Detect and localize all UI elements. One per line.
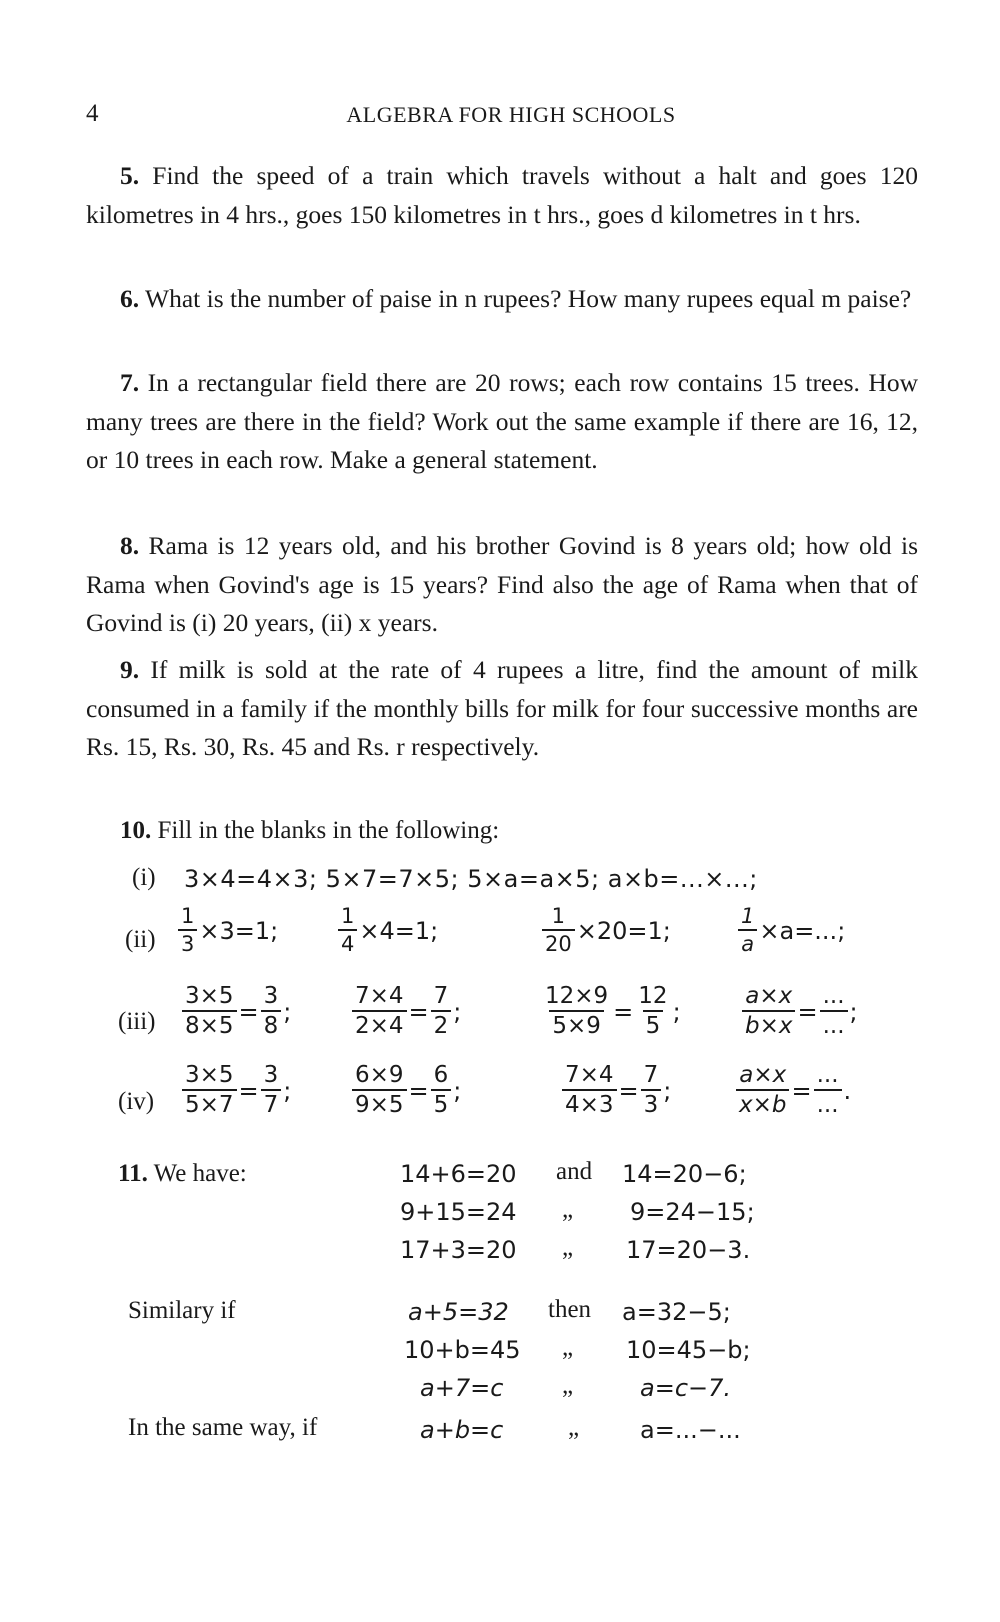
exercise-number: 5.: [120, 161, 140, 190]
denominator: 9×5: [352, 1089, 407, 1117]
we-have-line-1-right: 14=20−6;: [622, 1160, 747, 1188]
we-have-line-1-left: 14+6=20: [400, 1160, 517, 1188]
exercise-text: Find the speed of a train which travels without a halt and goes 120 kilometres in 4 hrs., goes 150 kilometres in t hrs., goes d kilometres in t hrs.: [86, 161, 918, 229]
numerator: 1: [341, 904, 355, 928]
row-ii-label: (ii): [125, 926, 156, 953]
fraction: [182, 1064, 237, 1117]
denominator: 8×5: [182, 1010, 237, 1038]
expression: ×20=1;: [576, 916, 671, 945]
denominator: 4: [338, 929, 357, 955]
row-iii-item: $\frac{12\times 9}{5\times 9}$ = $\frac{12}{5}$ ;: [540, 985, 681, 1038]
punctuation: ;: [453, 1076, 462, 1105]
row-ii-item: [736, 906, 845, 955]
numerator: 7: [643, 1062, 659, 1088]
punctuation: ;: [283, 997, 292, 1026]
similar-line-2-right: 10=45−b;: [626, 1336, 751, 1364]
numerator: 3×5: [185, 983, 234, 1009]
denominator: b×x: [742, 1010, 795, 1038]
exercise-text: Rama is 12 years old, and his brother Govind is 8 years old; how old is Rama when Govind's age is 15 years? Find also the age of Rama when that of Govind is (i) 20 years, (ii) x years.: [86, 531, 918, 637]
we-have-line-2-conj: „: [562, 1196, 574, 1223]
row-iii-item: $\frac{3\times 5}{8\times 5}$ = $\frac{3}{8}$ ;: [180, 985, 291, 1038]
exercise-8: [86, 527, 918, 643]
row-iv-item: $\frac{7\times 4}{4\times 3}$ = $\frac{7}{3}$ ;: [560, 1064, 671, 1117]
similar-line-1-conj: then: [548, 1296, 592, 1323]
punctuation: ;: [453, 997, 462, 1026]
similar-line-3-left: a+7=c: [420, 1374, 504, 1402]
denominator: 5×9: [549, 1010, 604, 1038]
we-have-line-1-conj: and: [556, 1158, 593, 1185]
row-i-label: (i): [132, 864, 156, 891]
punctuation: ;: [849, 997, 858, 1026]
numerator: 6: [433, 1062, 449, 1088]
exercise-number: 9.: [120, 655, 140, 684]
row-ii-item: [176, 906, 278, 955]
denominator: 5: [643, 1010, 664, 1038]
numerator: 3: [263, 1062, 279, 1088]
page-number: 4: [86, 100, 99, 127]
row-iv-item: $\frac{3\times 5}{5\times 7}$ = $\frac{3}{7}$ ;: [180, 1064, 291, 1117]
exercise-7: [86, 364, 918, 480]
row-iv-item: $\frac{6\times 9}{9\times 5}$ = $\frac{6}{5}$ ;: [350, 1064, 461, 1117]
punctuation: ;: [672, 997, 681, 1026]
numerator: 12×9: [545, 983, 609, 1009]
similar-line-2-conj: „: [562, 1334, 574, 1361]
denominator: 8: [261, 1010, 282, 1038]
denominator: 5: [431, 1089, 452, 1117]
denominator: a: [738, 929, 757, 955]
exercise-5: [86, 157, 918, 234]
fraction: [431, 985, 452, 1038]
fraction: [338, 906, 357, 955]
fraction: [431, 1064, 452, 1117]
we-have-line-3-conj: „: [562, 1234, 574, 1261]
page-header: [86, 100, 916, 136]
numerator: a×x: [745, 983, 793, 1009]
fraction: [742, 985, 795, 1038]
similar-line-1-right: a=32−5;: [622, 1298, 731, 1326]
row-iv-label: (iv): [118, 1088, 155, 1115]
punctuation: ;: [663, 1076, 672, 1105]
row-iii-item: $\frac{a\times x}{b\times x}$ = $\frac{...}{...}$ ;: [740, 985, 858, 1038]
numerator: 7: [433, 983, 449, 1009]
row-iii-item: $\frac{7\times 4}{2\times 4}$ = $\frac{7}{2}$ ;: [350, 985, 461, 1038]
numerator: 3: [263, 983, 279, 1009]
fraction: [542, 906, 575, 955]
expression: ×a=...;: [759, 916, 846, 945]
fraction: [562, 1064, 617, 1117]
row-iii-label: (iii): [118, 1008, 156, 1035]
row-ii-item: [336, 906, 438, 955]
fraction: [542, 985, 611, 1038]
numerator: a×x: [739, 1062, 787, 1088]
expression: ×4=1;: [359, 916, 439, 945]
similarly-label: Similary if: [128, 1297, 236, 1324]
denominator: x×b: [736, 1089, 789, 1117]
fraction: [814, 1064, 842, 1117]
fraction: [182, 985, 237, 1038]
exercise-text: Fill in the blanks in the following:: [151, 817, 500, 844]
numerator: 1: [741, 904, 755, 928]
running-title: ALGEBRA FOR HIGH SCHOOLS: [346, 102, 676, 127]
denominator: 3: [178, 929, 197, 955]
we-have-line-3-right: 17=20−3.: [626, 1236, 751, 1264]
fraction: [641, 1064, 662, 1117]
exercise-number: 7.: [120, 368, 140, 397]
final-line-left: a+b=c: [420, 1416, 504, 1444]
fraction: [635, 985, 670, 1038]
we-have-line-2-left: 9+15=24: [400, 1198, 517, 1226]
exercise-number: 6.: [120, 284, 140, 313]
numerator: 7×4: [565, 1062, 614, 1088]
numerator: 1: [551, 904, 566, 928]
numerator: 12: [638, 983, 668, 1009]
denominator: ...: [820, 1010, 848, 1038]
similar-line-3-conj: „: [562, 1372, 574, 1399]
exercise-text: In a rectangular field there are 20 rows; each row contains 15 trees. How many trees are there in the field? Work out the same example if there are 16, 12, or 10 trees in each row. Make a general statement.: [86, 368, 918, 474]
punctuation: ;: [283, 1076, 292, 1105]
exercise-text: We have:: [147, 1160, 247, 1187]
expression: ×3=1;: [199, 916, 279, 945]
numerator: ...: [816, 1062, 839, 1088]
fraction: [352, 985, 407, 1038]
final-line-conj: „: [568, 1414, 580, 1441]
fraction: [178, 906, 197, 955]
denominator: 3: [641, 1089, 662, 1117]
numerator: 6×9: [355, 1062, 404, 1088]
punctuation: .: [843, 1076, 852, 1105]
fraction: [352, 1064, 407, 1117]
we-have-line-2-right: 9=24−15;: [630, 1198, 755, 1226]
fraction: [261, 1064, 282, 1117]
row-i-equations: 3×4=4×3; 5×7=7×5; 5×a=a×5; a×b=...×...;: [184, 865, 758, 893]
numerator: ...: [822, 983, 845, 1009]
numerator: 3×5: [185, 1062, 234, 1088]
denominator: ...: [814, 1089, 842, 1117]
denominator: 2: [431, 1010, 452, 1038]
final-line-right: a=...−...: [640, 1416, 741, 1444]
exercise-text: What is the number of paise in n rupees? How many rupees equal m paise?: [139, 284, 912, 313]
fraction: [261, 985, 282, 1038]
exercise-number: 11.: [118, 1160, 148, 1187]
numerator: 7×4: [355, 983, 404, 1009]
denominator: 20: [542, 929, 575, 955]
exercise-text: If milk is sold at the rate of 4 rupees a litre, find the amount of milk consumed in a family if the monthly bills for milk for four successive months are Rs. 15, Rs. 30, Rs. 45 and Rs. r respectively.: [86, 655, 918, 761]
exercise-10-heading: [120, 817, 499, 845]
row-iv-item: $\frac{a\times x}{x\times b}$ = $\frac{...}{...}$ .: [734, 1064, 851, 1117]
exercise-9: [86, 651, 918, 767]
row-ii-item: [540, 906, 671, 955]
exercise-number: 8.: [120, 531, 140, 560]
exercise-number: 10.: [120, 817, 152, 844]
exercise-6: [86, 280, 918, 319]
denominator: 2×4: [352, 1010, 407, 1038]
denominator: 4×3: [562, 1089, 617, 1117]
denominator: 7: [261, 1089, 282, 1117]
fraction: [820, 985, 848, 1038]
denominator: 5×7: [182, 1089, 237, 1117]
similar-line-2-left: 10+b=45: [404, 1336, 521, 1364]
fraction: [738, 906, 757, 955]
similar-line-3-right: a=c−7.: [640, 1374, 732, 1402]
similar-line-1-left: a+5=32: [408, 1298, 509, 1326]
exercise-11-heading: [118, 1160, 247, 1188]
numerator: 1: [181, 904, 195, 928]
fraction: [736, 1064, 789, 1117]
final-label: In the same way, if: [128, 1414, 318, 1441]
we-have-line-3-left: 17+3=20: [400, 1236, 517, 1264]
